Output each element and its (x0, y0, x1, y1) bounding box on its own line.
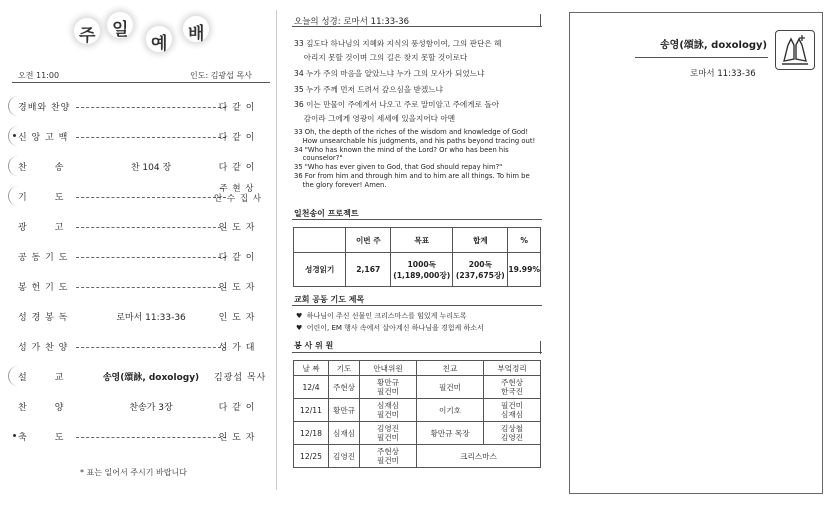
standing-note: * 표는 일어서 주시기 바랍니다 (80, 468, 187, 477)
order-row (18, 430, 260, 444)
service-table (293, 360, 541, 468)
order-label: 공 동 기 도 (18, 253, 69, 263)
scripture-title: 오늘의 성경: 로마서 11:33-36 (294, 17, 410, 27)
service-guide: 필건미 (376, 387, 399, 396)
korean-verse-line: 감이라 그에게 영광이 세세에 있을지어다 아멘 (294, 114, 456, 123)
service-cell: 필건미 (417, 376, 484, 399)
order-leader (214, 430, 260, 443)
project-cell (453, 253, 508, 287)
project-title: 일천송이 프로젝트 (294, 209, 359, 218)
order-leader (214, 340, 260, 353)
service-cell: 12/25 (294, 445, 329, 468)
order-row (18, 100, 260, 114)
service-row (294, 376, 541, 399)
service-guide: 필건미 (376, 433, 399, 442)
service-cell: 이기호 (417, 399, 484, 422)
project-total: 200독 (468, 259, 492, 269)
english-verse-line: 36 For from him and through him and to him are all things. To him be (294, 172, 530, 180)
order-label: 광 고 (18, 223, 65, 233)
project-goal: 1000독 (407, 259, 436, 269)
service-cell (484, 422, 541, 445)
service-cell: 황만규 (329, 399, 360, 422)
order-leader-name: 다 같 이 (218, 103, 256, 113)
korean-verse-line: 36 이는 만물이 주에게서 나오고 주로 말미암고 주에게로 돌아 (294, 100, 500, 109)
service-title: 봉 사 위 원 (294, 341, 334, 350)
prayer-item: ♥ 하나님이 주신 선물인 크리스마스를 힘있게 누리도록 (296, 312, 467, 320)
korean-verse-line: 34 누가 주의 마음을 알았느냐 누가 그의 모사가 되었느냐 (294, 69, 485, 78)
order-row (18, 130, 260, 144)
service-cell (360, 422, 417, 445)
service-header: 안내위원 (360, 361, 417, 376)
order-label: 성 경 봉 독 (18, 313, 69, 323)
doxology-card (569, 12, 823, 494)
prayer-text: 하나님이 주신 선물인 크리스마스를 힘있게 누리도록 (306, 312, 467, 320)
service-cell: 주현상 (329, 376, 360, 399)
order-row (18, 310, 260, 324)
order-label: 신 앙 고 백 (18, 133, 69, 143)
order-leader (214, 250, 260, 263)
order-leader (214, 220, 260, 233)
service-cell (484, 376, 541, 399)
order-leader-name: 다 같 이 (218, 133, 256, 143)
order-leader-name: 인 도 자 (218, 223, 256, 233)
order-row (18, 280, 260, 294)
project-cell: 2,167 (346, 253, 391, 287)
english-verse-line: 33 Oh, the depth of the riches of the wisdom and knowledge of God! (294, 128, 529, 136)
order-detail: 로마서 11:33-36 (113, 313, 189, 323)
service-cell: 12/4 (294, 376, 329, 399)
project-cell (391, 253, 453, 287)
project-cell: 성경읽기 (294, 253, 346, 287)
english-verse-line: the glory forever! Amen. (294, 180, 387, 189)
korean-verse-line: 35 누가 주께 먼저 드려서 갚으심을 받겠느냐 (294, 85, 443, 94)
service-cell: 크리스마스 (417, 445, 541, 468)
title-char: 배 (188, 24, 205, 44)
korean-verse-line: 아리지 못할 것이며 그의 길은 찾지 못할 것이로다 (294, 53, 468, 62)
order-label: 축 도 (18, 433, 65, 443)
service-header: 날 짜 (294, 361, 329, 376)
service-header: 기도 (329, 361, 360, 376)
title-char: 예 (151, 34, 168, 54)
order-label: 설 교 (18, 373, 65, 383)
order-detail: 찬 104 장 (128, 163, 174, 173)
order-leader (214, 184, 260, 204)
english-verse-line: counselor?" (294, 154, 343, 163)
order-detail: 송영(頌詠, doxology) (100, 373, 202, 383)
project-cell: 19.99% (508, 253, 541, 287)
english-verse-line: 34 "Who has known the mind of the Lord? Or who has been his (294, 145, 509, 154)
service-cell (360, 445, 417, 468)
order-label: 경배와 찬양 (18, 103, 71, 113)
order-leader (214, 310, 260, 323)
order-leader-name: 다 같 이 (218, 253, 256, 263)
order-row (18, 220, 260, 234)
project-header: % (508, 228, 541, 253)
project-header: 이번 주 (346, 228, 391, 253)
service-leader: 인도: 김광섭 목사 (190, 71, 252, 80)
service-time: 오전 11:00 (18, 71, 60, 80)
order-leader-name: 주 현 상 (219, 184, 255, 194)
order-leader-name: 성 가 대 (218, 343, 256, 353)
order-leader (214, 400, 260, 413)
order-leader (214, 130, 260, 143)
service-cell: 12/11 (294, 399, 329, 422)
praying-hands-icon (775, 30, 815, 70)
order-leader-name: 인 도 자 (218, 433, 256, 443)
card-reference: 로마서 11:33-36 (690, 69, 756, 79)
english-verse-line: 35 "Who has ever given to God, that God should repay him?" (294, 163, 503, 172)
card-title: 송영(頌詠, doxology) (660, 40, 768, 51)
service-guide: 김영진 (376, 424, 399, 433)
project-goal-pages: (1,189,000장) (393, 270, 451, 280)
service-row (294, 422, 541, 445)
order-leader (214, 160, 260, 173)
order-leader-name: 인 도 자 (218, 283, 256, 293)
project-header: 합계 (453, 228, 508, 253)
service-row (294, 399, 541, 422)
service-cell (484, 399, 541, 422)
service-header: 친교 (417, 361, 484, 376)
service-row (294, 445, 541, 468)
order-row (18, 340, 260, 354)
order-row (18, 400, 260, 414)
order-leader (214, 100, 260, 113)
order-label: 찬 양 (18, 403, 65, 413)
service-kitchen: 김영진 (500, 433, 523, 442)
title-char: 주 (79, 26, 96, 46)
service-guide: 필건미 (376, 456, 399, 465)
project-header: 목표 (391, 228, 453, 253)
service-cell: 심재심 (329, 422, 360, 445)
order-label: 찬 송 (18, 163, 65, 173)
service-cell: 12/18 (294, 422, 329, 445)
service-cell: 황만규 목장 (417, 422, 484, 445)
service-guide: 주현상 (376, 447, 399, 456)
order-leader-name: 인 도 자 (218, 313, 256, 323)
service-kitchen: 한국진 (500, 387, 523, 396)
service-kitchen: 주현상 (500, 378, 523, 387)
order-detail: 찬송가 3장 (126, 403, 175, 413)
order-leader-name: 김광섭 목사 (214, 373, 267, 383)
service-cell (360, 399, 417, 422)
service-title (70, 12, 230, 52)
title-char: 일 (112, 20, 129, 40)
project-header (294, 228, 346, 253)
order-leader (214, 280, 260, 293)
service-guide: 필건미 (376, 410, 399, 419)
service-header: 부엌정리 (484, 361, 541, 376)
project-total-pages: (237,675장) (455, 270, 505, 280)
order-row (18, 250, 260, 264)
service-cell: 김영진 (329, 445, 360, 468)
project-table (293, 227, 541, 287)
service-guide: 심재심 (376, 401, 399, 410)
service-guide: 황만규 (376, 378, 399, 387)
order-row (18, 370, 267, 384)
service-kitchen: 필건미 (500, 401, 523, 410)
order-label: 봉 헌 기 도 (18, 283, 69, 293)
order-leader-title: 안 수 집 사 (214, 194, 262, 204)
service-cell (360, 376, 417, 399)
order-leader-name: 다 같 이 (218, 163, 256, 173)
order-label: 기 도 (18, 193, 65, 203)
korean-verse-line: 33 깊도다 하나님의 지혜와 지식의 풍성함이여, 그의 판단은 헤 (294, 39, 502, 48)
order-leader-name: 다 같 이 (218, 403, 256, 413)
service-kitchen: 심재심 (500, 410, 523, 419)
prayer-title: 교회 공동 기도 제목 (294, 295, 365, 304)
english-verse-line: How unsearchable his judgments, and his paths beyond tracing out! (294, 136, 536, 145)
order-leader (214, 370, 267, 383)
prayer-item: ♥ 어린이, EM 행사 속에서 살아계신 하나님을 경험케 하소서 (296, 324, 484, 332)
order-label: 성 가 찬 양 (18, 343, 69, 353)
order-row (18, 184, 262, 204)
service-kitchen: 김상철 (500, 424, 523, 433)
order-row (18, 160, 260, 174)
prayer-text: 어린이, EM 행사 속에서 살아계신 하나님을 경험케 하소서 (306, 324, 484, 332)
